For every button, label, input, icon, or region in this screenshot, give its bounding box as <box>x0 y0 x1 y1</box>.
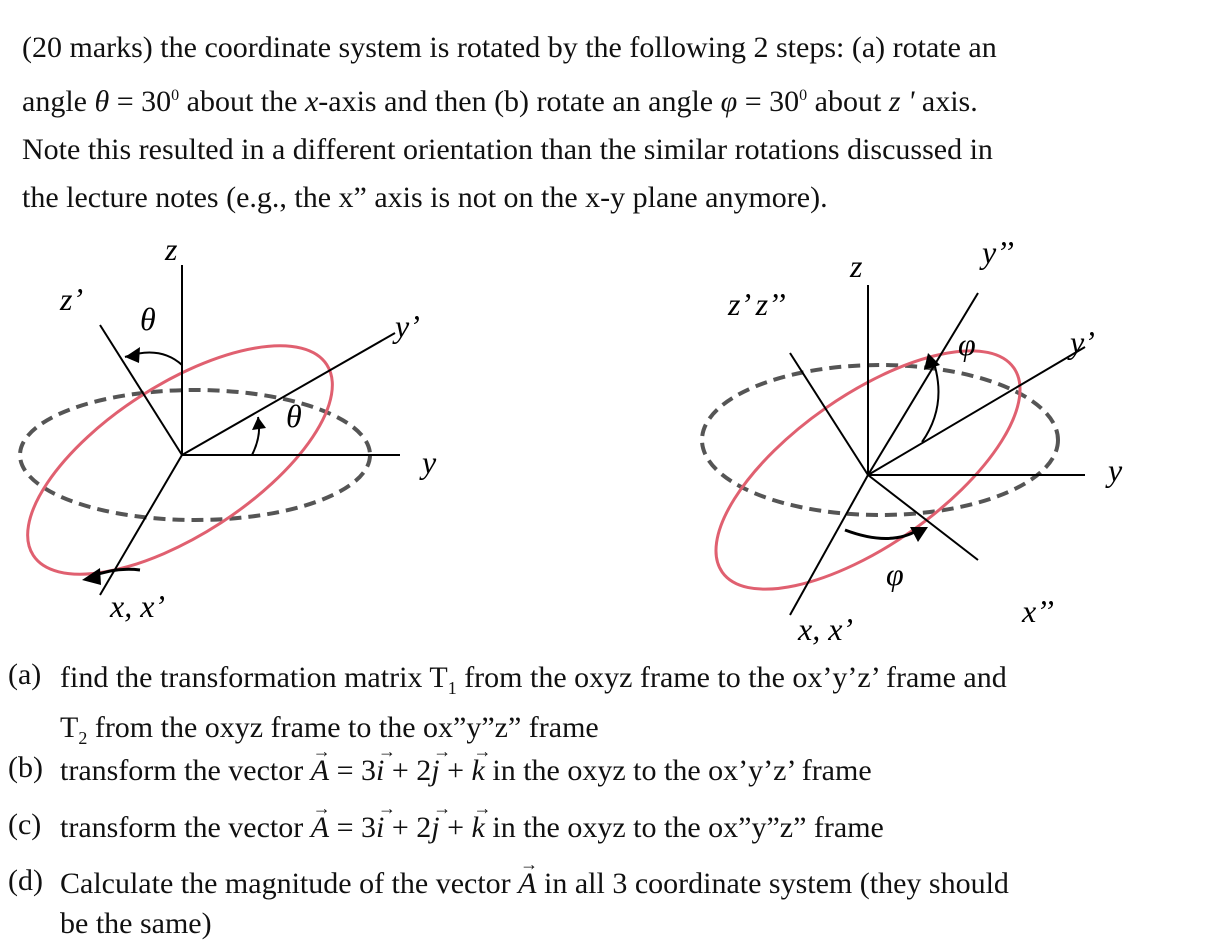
figure-right <box>690 225 1200 655</box>
x-axis <box>790 475 868 615</box>
problem-statement <box>22 24 1202 222</box>
label-z: z <box>850 248 863 284</box>
label-xpp: x’’ <box>1022 593 1054 629</box>
theta-arrow-2 <box>252 417 266 430</box>
ypp-axis <box>868 293 978 475</box>
question-label: (b) <box>8 751 43 784</box>
phi-arc-2 <box>845 530 918 539</box>
x-axis <box>100 455 182 595</box>
rotated-ellipse <box>690 306 1057 633</box>
label-theta-1: θ <box>140 301 156 337</box>
label-y: y <box>1108 452 1123 488</box>
yp-axis <box>182 333 395 455</box>
question-label: (a) <box>8 658 42 691</box>
x-rotation-arrow <box>82 568 101 585</box>
intro-line-4: the lecture notes (e.g., the x” axis is not on the x-y plane anymore). <box>22 181 828 214</box>
label-zp: z’ <box>60 281 84 317</box>
rotated-ellipse <box>0 302 368 618</box>
phi-arrow-2 <box>910 527 928 542</box>
question-text: find the transformation matrix $T_1$ from the oxyz frame to the ox’y’z’ frame and $T_2$ from the oxyz frame to the ox”y”z” frame <box>60 661 1007 748</box>
label-phi-1: φ <box>958 326 976 362</box>
figure-left <box>0 225 470 645</box>
theta-arrow-1 <box>125 347 140 363</box>
zp-axis <box>100 325 182 455</box>
label-x-xp: x, x’ <box>798 611 854 647</box>
label-phi-2: φ <box>886 556 904 592</box>
label-yp: y’ <box>1070 324 1095 360</box>
label-x-xp: x, x’ <box>110 588 166 624</box>
zp-zpp-axis <box>790 353 868 475</box>
label-z: z <box>165 231 178 267</box>
question-text: Calculate the magnitude of the vector → A in all 3 coordinate system (they should be the same) <box>60 864 1213 944</box>
label-y: y <box>422 444 437 480</box>
base-ellipse <box>702 365 1058 515</box>
question-text: transform the vector → A = 3→ i + 2→ j + → k in the oxyz to the ox”y”z” frame <box>60 808 1213 848</box>
intro-line-3: Note this resulted in a different orientation than the similar rotations discussed in <box>22 133 993 166</box>
intro-line-2: angle $\theta = 30^0$ about the x-axis and then (b) rotate an angle $\varphi = 30^0$ about z ' axis. <box>22 85 978 118</box>
intro-line-1: (20 marks) the coordinate system is rotated by the following 2 steps: (a) rotate an <box>22 31 997 64</box>
label-ypp: y’’ <box>982 234 1014 270</box>
label-yp: y’ <box>395 308 420 344</box>
question-text: transform the vector → A = 3→ i + 2→ j + → k in the oxyz to the ox’y’z’ frame <box>60 751 1213 791</box>
question-label: (c) <box>8 808 42 841</box>
question-label: (d) <box>8 864 43 897</box>
label-zp-zpp: z’ z’’ <box>728 286 786 322</box>
label-theta-2: θ <box>286 398 302 434</box>
